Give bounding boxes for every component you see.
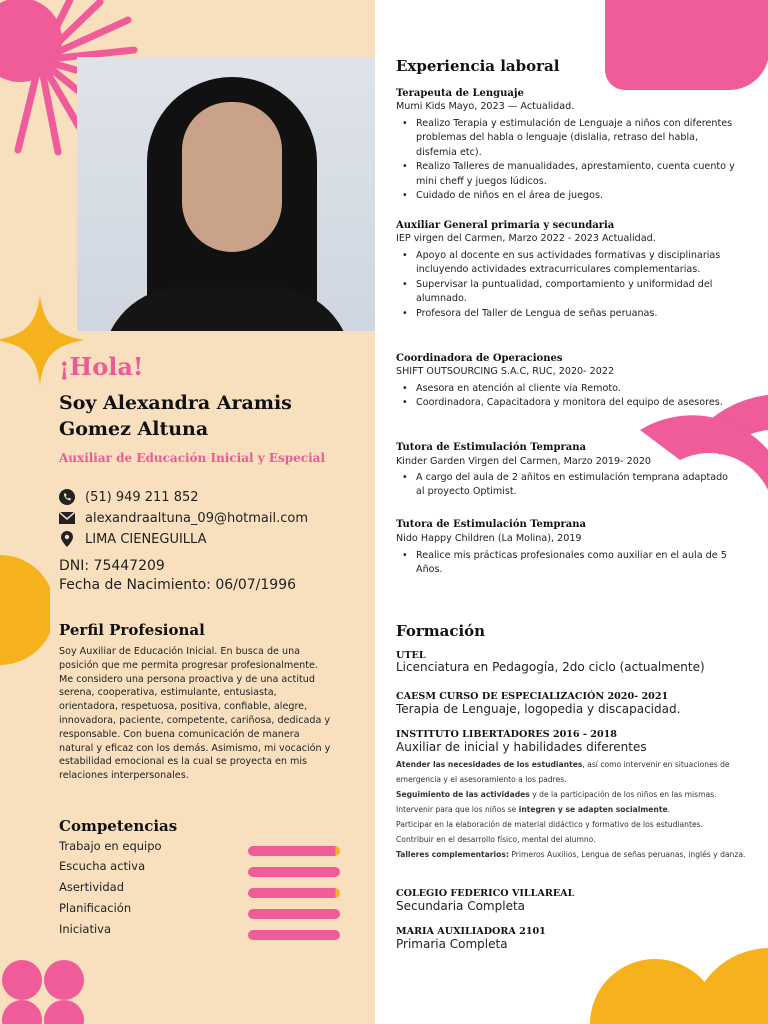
- edu-subtitle: Licenciatura en Pedagogía, 2do ciclo (actualmente): [396, 660, 705, 674]
- edu-title: MARIA AUXILIADORA 2101: [396, 926, 546, 937]
- edu-subtitle: Primaria Completa: [396, 937, 508, 951]
- detail-line: Participar en la elaboración de material didáctico y formativo de los estudiantes.: [396, 820, 703, 829]
- contact-location: LIMA CIENEGUILLA: [59, 531, 206, 547]
- perfil-text: Soy Auxiliar de Educación Inicial. En busca de una posición que me permita progresar profesionalmente. Me considero una persona proactiva y de una actitud serena, cooperativa, estimulante, entusiasta, orientadora, respetuosa, positiva, confiable, alegre, innovadora, paciente, competente, cariñosa, dedicada y responsable. Con buena comunicación de manera natural y eficaz con los demás. Asimismo, mi vocación y estabilidad emocional es la cual se proyecta en mis relaciones interpersonales.: [59, 646, 331, 782]
- skill-bar: [248, 846, 340, 856]
- birth-date: Fecha de Nacimiento: 06/07/1996: [59, 577, 297, 593]
- job-bullets: [396, 471, 736, 500]
- skill-label: Escucha activa: [59, 859, 146, 873]
- phone-icon: [59, 489, 75, 505]
- list-item: • Apoyo al docente en sus actividades formativas y disciplinarias incluyendo actividades extracurriculares complementarias.: [396, 249, 736, 278]
- job-bullets: [396, 549, 736, 578]
- edu-subtitle: Secundaria Completa: [396, 899, 526, 913]
- skill-bar: [248, 909, 340, 919]
- job-subtitle: Kinder Garden Virgen del Carmen, Marzo 2019- 2020: [396, 456, 652, 467]
- job-subtitle: Nido Happy Children (La Molina), 2019: [396, 533, 582, 544]
- full-name: Soy Alexandra Aramis Gomez Altuna: [59, 392, 292, 440]
- list-item: • Realice mis prácticas profesionales como auxiliar en el aula de 5 Años.: [396, 549, 736, 578]
- job-subtitle: Mumi Kids Mayo, 2023 — Actualidad.: [396, 101, 575, 112]
- skill-bar: [248, 867, 340, 877]
- edu-subtitle: Terapia de Lenguaje, logopedia y discapacidad.: [396, 702, 681, 716]
- edu-title: UTEL: [396, 650, 426, 661]
- skill-label: Planificación: [59, 901, 132, 915]
- skill-bar: [248, 930, 340, 940]
- left-column: [0, 0, 375, 1024]
- job-subtitle: SHIFT OUTSOURCING S.A.C, RUC, 2020- 2022: [396, 366, 615, 377]
- detail-line: Talleres complementarios: Primeros Auxilios, Lengua de señas peruanas, inglés y danza.: [396, 850, 746, 859]
- list-item: • Realizo Talleres de manualidades, aprestamiento, cuenta cuento y mini cheff y juegos lúdicos.: [396, 160, 736, 189]
- competencias-heading: Competencias: [59, 817, 178, 835]
- contact-email: alexandraaltuna_09@hotmail.com: [59, 510, 308, 526]
- detail-line: Seguimiento de las actividades y de la participación de los niños en las mismas.: [396, 790, 717, 799]
- circles-decoration: [0, 958, 100, 1024]
- list-item: • Cuidado de niños en el área de juegos.: [396, 189, 736, 203]
- dni: DNI: 75447209: [59, 558, 165, 574]
- edu-details: [396, 757, 746, 862]
- job-title: Tutora de Estimulación Temprana: [396, 442, 586, 453]
- list-item: • Supervisar la puntualidad, comportamiento y uniformidad del alumnado.: [396, 278, 736, 307]
- skill-label: Trabajo en equipo: [59, 839, 162, 853]
- greeting: ¡Hola!: [59, 352, 144, 381]
- formacion-heading: Formación: [396, 622, 486, 640]
- list-item: • Asesora en atención al cliente via Remoto.: [396, 382, 736, 396]
- edu-subtitle: Auxiliar de inicial y habilidades diferentes: [396, 740, 647, 754]
- yellow-shape-decoration: [590, 948, 768, 1024]
- skill-label: Asertividad: [59, 880, 125, 894]
- job-title: Auxiliar General primaria y secundaria: [396, 220, 615, 231]
- detail-line: Atender las necesidades de los estudiantes, así como intervenir en situaciones de emergencia y el asesoramiento a los padres.: [396, 760, 730, 784]
- job-role: Auxiliar de Educación Inicial y Especial: [59, 451, 326, 465]
- job-title: Tutora de Estimulación Temprana: [396, 519, 586, 530]
- contact-phone: (51) 949 211 852: [59, 489, 199, 505]
- perfil-heading: Perfil Profesional: [59, 621, 205, 639]
- job-bullets: [396, 249, 736, 321]
- list-item: • Realizo Terapia y estimulación de Lenguaje a niños con diferentes problemas del habla o lenguaje (dislalia, retraso del habla, disfemia etc).: [396, 117, 736, 160]
- job-bullets: [396, 117, 736, 203]
- detail-line: Intervenir para que los niños se integren y se adapten socialmente.: [396, 805, 671, 814]
- list-item: • A cargo del aula de 2 añitos en estimulación temprana adaptado al proyecto Optimist.: [396, 471, 736, 500]
- pink-arc-decoration: [635, 395, 768, 535]
- list-item: • Coordinadora, Capacitadora y monitora del equipo de asesores.: [396, 396, 736, 410]
- pin-icon: [59, 531, 75, 547]
- skill-label: Iniciativa: [59, 922, 111, 936]
- job-title: Terapeuta de Lenguaje: [396, 88, 524, 99]
- job-title: Coordinadora de Operaciones: [396, 353, 563, 364]
- experiencia-heading: Experiencia laboral: [396, 57, 560, 75]
- detail-line: Contribuir en el desarrollo físico, mental del alumno.: [396, 835, 596, 844]
- profile-photo: [77, 57, 375, 331]
- job-subtitle: IEP virgen del Carmen, Marzo 2022 - 2023 Actualidad.: [396, 233, 656, 244]
- job-bullets: [396, 382, 736, 411]
- edu-title: COLEGIO FEDERICO VILLAREAL: [396, 888, 575, 899]
- edu-title: CAESM CURSO DE ESPECIALIZACIÓN 2020- 2021: [396, 691, 669, 702]
- half-circle-decoration: [0, 555, 50, 665]
- pink-shape-decoration: [605, 0, 768, 90]
- skill-bar: [248, 888, 340, 898]
- edu-title: INSTITUTO LIBERTADORES 2016 - 2018: [396, 729, 617, 740]
- mail-icon: [59, 510, 75, 526]
- list-item: • Profesora del Taller de Lengua de señas peruanas.: [396, 307, 736, 321]
